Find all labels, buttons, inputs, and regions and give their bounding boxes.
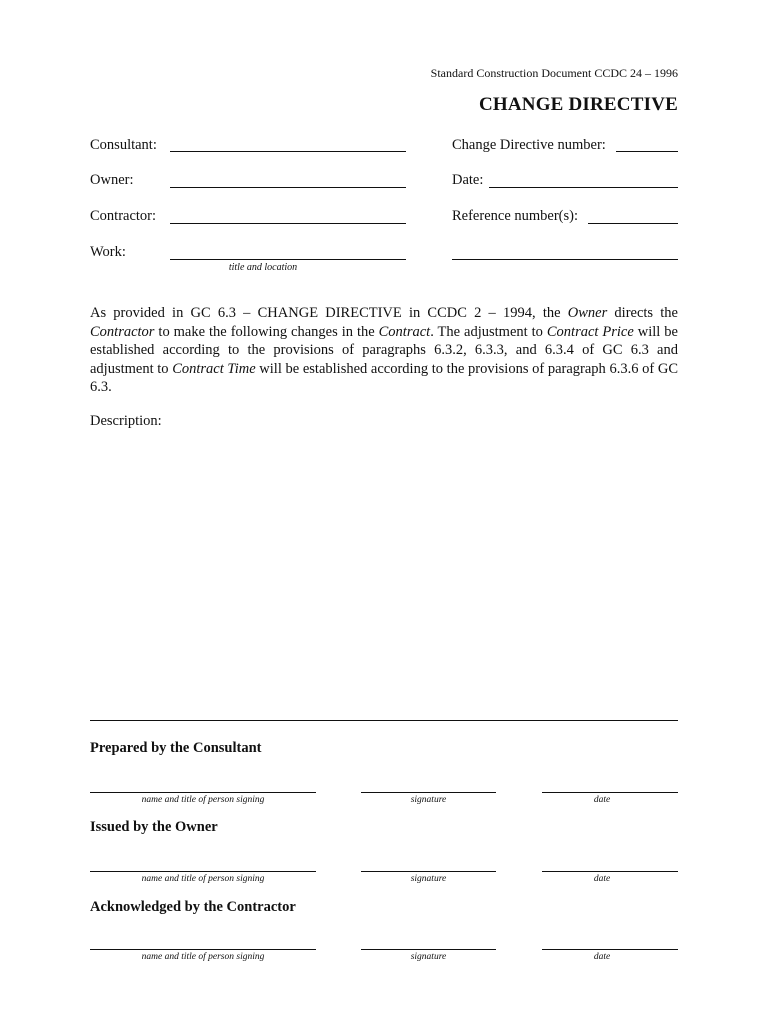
contractor-signature-field[interactable] bbox=[361, 949, 496, 950]
consultant-label: Consultant: bbox=[90, 137, 157, 153]
consultant-field[interactable] bbox=[170, 151, 406, 152]
consultant-signature-field[interactable] bbox=[361, 792, 496, 793]
directive-paragraph: As provided in GC 6.3 – CHANGE DIRECTIVE in CCDC 2 – 1994, the Owner directs the Contractor to make the following changes in the Contract. The adjustment to Contract Price will be established according to the provisions of paragraphs 6.3.2, 6.3.3, and 6.3.4 of GC 6.3 and adjustment to Contract Time will be established according to the provisions of paragraph 6.3.6 of GC 6.3. bbox=[90, 305, 678, 395]
work-field[interactable] bbox=[170, 259, 406, 260]
contractor-field[interactable] bbox=[170, 223, 406, 224]
consultant-signature-caption: signature bbox=[410, 795, 447, 805]
contractor-label: Contractor: bbox=[90, 208, 157, 224]
reference-numbers-field[interactable] bbox=[588, 223, 678, 224]
consultant-name-field[interactable] bbox=[90, 792, 316, 793]
description-label: Description: bbox=[90, 413, 162, 429]
consultant-date-field[interactable] bbox=[542, 792, 678, 793]
consultant-name-caption: name and title of person signing bbox=[141, 795, 265, 805]
acknowledged-by-contractor-heading: Acknowledged by the Contractor bbox=[90, 899, 296, 915]
page-title: CHANGE DIRECTIVE bbox=[478, 94, 678, 115]
contractor-name-field[interactable] bbox=[90, 949, 316, 950]
owner-signature-field[interactable] bbox=[361, 871, 496, 872]
document-reference: Standard Construction Document CCDC 24 – 1996 bbox=[430, 66, 678, 80]
contractor-date-field[interactable] bbox=[542, 949, 678, 950]
owner-label: Owner: bbox=[90, 172, 134, 188]
issued-by-owner-heading: Issued by the Owner bbox=[90, 819, 218, 835]
date-field[interactable] bbox=[489, 187, 678, 188]
work-label: Work: bbox=[90, 244, 126, 260]
contractor-name-caption: name and title of person signing bbox=[141, 952, 265, 962]
owner-term: Owner bbox=[567, 305, 608, 321]
description-area[interactable] bbox=[90, 436, 678, 714]
owner-date-caption: date bbox=[593, 874, 611, 884]
contract-term: Contract bbox=[378, 323, 431, 340]
contractor-signature-caption: signature bbox=[410, 952, 447, 962]
owner-signature-caption: signature bbox=[410, 874, 447, 884]
date-label: Date: bbox=[452, 172, 484, 188]
reference-numbers-label: Reference number(s): bbox=[452, 208, 579, 224]
contract-price-term: Contract Price bbox=[546, 323, 634, 340]
prepared-by-consultant-heading: Prepared by the Consultant bbox=[90, 740, 262, 756]
section-divider bbox=[90, 720, 678, 721]
change-directive-number-label: Change Directive number: bbox=[452, 137, 606, 153]
consultant-date-caption: date bbox=[593, 795, 611, 805]
change-directive-number-field[interactable] bbox=[616, 151, 678, 152]
owner-date-field[interactable] bbox=[542, 871, 678, 872]
owner-name-caption: name and title of person signing bbox=[141, 874, 265, 884]
contract-time-term: Contract Time bbox=[172, 360, 256, 377]
work-field-hint: title and location bbox=[228, 262, 298, 273]
owner-field[interactable] bbox=[170, 187, 406, 188]
contractor-date-caption: date bbox=[593, 952, 611, 962]
owner-name-field[interactable] bbox=[90, 871, 316, 872]
contractor-term: Contractor bbox=[90, 323, 155, 340]
work-field-extension[interactable] bbox=[452, 259, 678, 260]
